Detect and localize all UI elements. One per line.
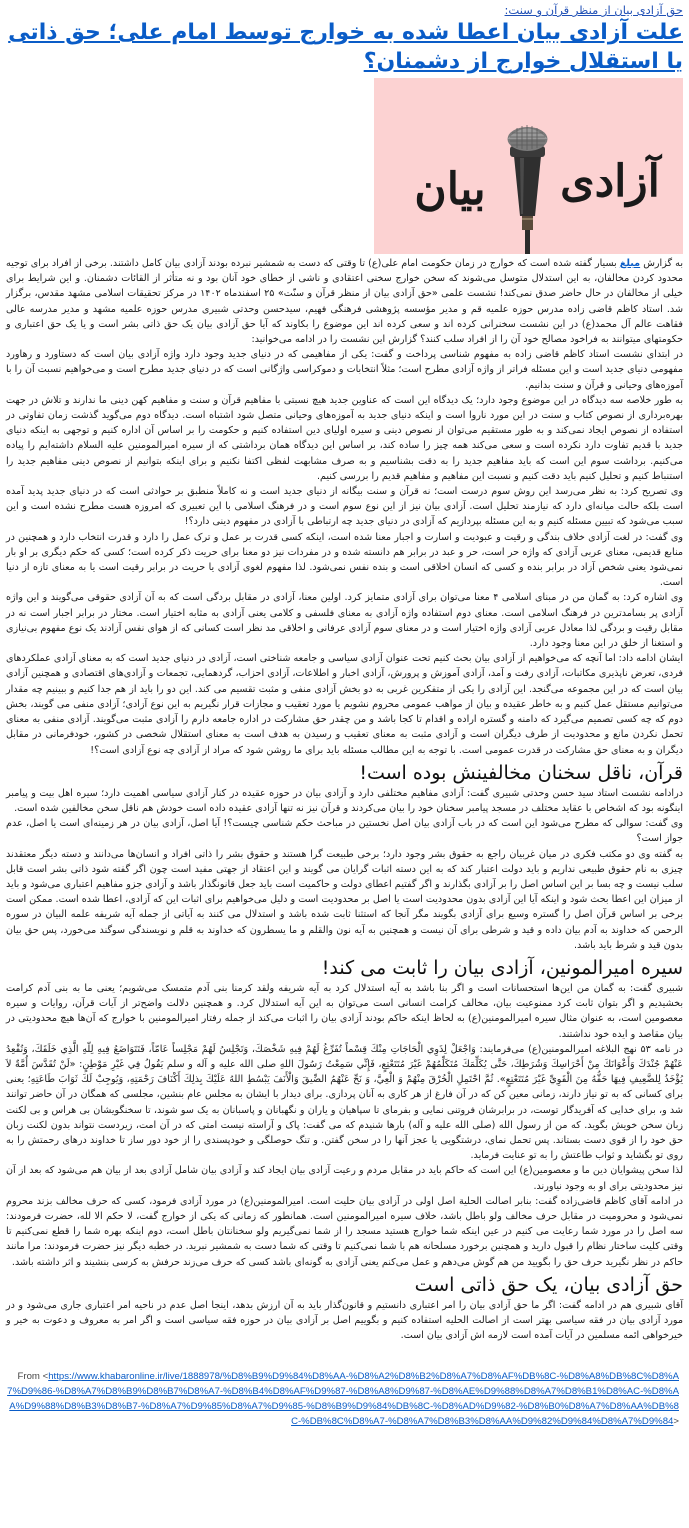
body-paragraph: شبیری گفت: به گمان من این‌ها استحسانات است و اگر بنا باشد به آیه استدلال کرد به آیه شریفه ولقد کرمنا بنی آدم متمسک می‌شویم؛ یعنی ما به بنی آدم کرامت بخشیدیم و اگر بتوان ثابت کرد ممنوعیت بیان، مخالف کرامت انسانی است می‌توان به این آیه استدلال کرد. و همچنین دلالت واضح‌تر از آیات قرآن، روایات و سیره معصومین است، به عنوان مثال سیره امیرالمومنین(ع) به لحاظ اینکه حاکم بودند آزادی بیان را اثبات می‌کند از جمله رفتار امیرالمومنین با خوارج که آن‌ها هیچ محدودیتی در بیان مقاصد و ایده خود نداشتند. [6,982,683,1040]
body-paragraph: وی اشاره کرد: به گمان من در مبنای اسلامی ۴ معنا می‌توان برای آزادی متمایز کرد. اولین معنا، آزادی در مقابل بردگی است که به آن آزادی حقوقی می‌گویند و این واژه آزادی پر بسامدترین در فرهنگ اسلامی است. معنای دوم استفاده واژه آزادی به معنای فلسفی و کلامی یعنی آزادی به مثابه اختیار است. مختار در برابر اجبار است نه در مقابل رقیت و بردگی لذا معادل عربی آزادی واژه اختیار است و در معنای سوم آزادی عرفانی و اخلاقی مد نظر است کسانی که از هوای نفس آزادند یک نوع مفهوم بی‌نیازی و استغنا از خلق در این معنا وجود دارد. [6,592,683,650]
body-paragraph: در ادامه آقای کاظم قاضی‌زاده گفت: بنابر اصالت الحلیة اصل اولی در آزادی بیان حلیت است. امیرالمومنین(ع) در مورد آزادی فرمود، کسی که حرف مخالف بزند محروم نمی‌شود و محرومیت در مقابل حرف مخالف ولو باطل باشد، خلاف سیره امیرالمومنین است. همانطور که زمانی که یکی از خوارج گفت، لا حکم الا لله، حضرت فرمودند: سه اصل را در مورد شما رعایت می کنیم در عین اینکه شما خوارج هستید مسجد را از شما نمی‌گیریم ولو سخنانتان باطل است، دوم اینکه بهره شما را قطع نمی‌کنیم تا وقتی کلیت ساختار نظام را قبول دارید و همچنین برخورد مسلحانه هم با شما نمی‌کنیم تا وقتی که شما دست به شمشیر نبرید. در خطبه دیگر نیز حضرت فرمودند: مرا مانند حاکم در نظر نگیرید حرف حق را بگویید من هم گوش می‌دهم و عمل می‌کنم یعنی آزادی به گونه‌ای باشد کسی که حرف می‌زند حرفش به کرسی بنشیند و اثر داشته باشد. [6,1195,683,1268]
body-paragraph: به گفته وی دو مکتب فکری در میان غربیان راجع به حقوق بشر وجود دارد؛ برخی طبیعت گرا هستند و حقوق بشر را ذاتی افراد و انسان‌ها می‌دانند و دسته دیگر معتقدند چیزی به نام حقوق طبیعی نداریم و باید دولت اعتبار کند که به این دسته اثبات گرایان می گویند و این اعتقاد از جهتی مفید است چون اگر گفته شود ذاتی بشر است قابل سلب نیست و چه بسا بر این اساس اصل را بر آزادی بگذارند و اگر گفتیم اعطای دولت و حاکمیت است باید جعل قانونگذار باشد و آزادی جزو مفاهیم اعتباری می‌شود و باید از میزان این اعطا بحث شود و اینکه آیا این آزادی بدون محدودیت است یا اصل بر محدودیت است و دلیل می‌خواهیم برای اثبات این که آزادی، اعطا شده است. ممکن است برخی بر اساس قرآن اصل را گستره وسیع برای آزادی بگویند مگر آنجا که استثنا ثابت شده باشد و استدلال می کنند به آیاتی از جمله آیه شریفه علمه البیان در سوره الرحمن که خداوند به آدم بیان داده و قید و شرطی برای آن نیست و همچنین به آیه نون والقلم و ما یسطرون که خداوند به قلم و نویسندگی سوگند می‌خورد، پس حق بیان بدون قید و شرط باید باشد. [6,848,683,951]
body-paragraph: آقای شبیری هم در ادامه گفت: اگر ما حق آزادی بیان را امر اعتباری دانستیم و قانون‌گذار باید به آن ارزش بدهد، اینجا اصل عدم در ناحیه امر اعتباری جاری می‌شود و در مورد آزادی بیان در فقه سیاسی بهتر است از اصالت الحلیه استفاده کنیم و بگوییم اصل بر آزادی بیان در حوزه فقه سیاسی است و اگر امر به معروف و دعوت به خیر و خیرخواهی ائمه مسلمین در آیات آمده است لازمه اش آزادی بیان است. [6,1299,683,1342]
hero-calligraphy-bayan: بیان [414,164,486,215]
section-heading: سیره امیرالمونین، آزادی بیان را ثابت می کند! [321,956,683,979]
hero-image [374,78,683,254]
hero-calligraphy-azadi: آزادی [560,156,660,207]
body-paragraph: لذا سخن پیشوایان دین ما و معصومین(ع) این است که حاکم باید در مقابل مردم و رعیت آزادی بیان ایجاد کند و آزادی بیان شامل آزادی بعد از بیان هم می‌شود که بعد از آن نیز محدودیتی برای او به وجود نیاورند. [6,1165,683,1192]
article-kicker-link[interactable]: حق آزادی بیان از منظر قرآن و سنت: [504,3,683,17]
lead-paragraph [6,256,683,347]
article-body [6,256,683,1343]
lead-text: بسیار گفته شده است که خوارج در زمان حکومت امام علی(ع) تا وقتی که دست به شمشیر نبرده بودند آزادی بیان کامل داشتند. برخی از افراد برای توجیه محدود کردن مخالفان، به این استدلال متوسل می‌شوند که سخن خوارج سخنی اعتقادی و ناشی از خطای خود آنان بود و نه متأثر از القائات دشمنان. و این شرایط برای خیلی از مخالفان در حال حاضر صدق نمی‌کند! نشست علمی «حق آزادی بیان از منظر قرآن و سنّت» ۲۵ اسفندماه ۱۴۰۲ در مرکز تحقیقات اسلامی مشهد مقدس، برگزار شد. استاد کاظم قاضی زاده مدرس حوزه علمیه قم و مدیر مؤسسه پژوهشی فرهنگی فهیم، سیدحسن وحدتی شبیری مدرس حوزه علمیه مشهد و مدیر مدرسه عالی فقاهت عالم آل محمد(ع) در این نشست سخنرانی کرده اند و سعی کرده اند این موضوع را بکاوند که آیا حق آزادی بیان یک حق ذاتی بشر است و یا یک حق اعتباری و حکومتهای میتوانند به فراخود مصالح خود آن را از افراد سلب کنند؟ گزارش این نشست را در ادامه می‌خوانید: [6,258,683,346]
source-suffix: > [673,1416,679,1428]
body-paragraph: ایشان ادامه داد: اما آنچه که می‌خواهیم از آزادی بیان بحث کنیم تحت عنوان آزادی سیاسی و جامعه شناختی است، آزادی در دنیای جدید است که به معنای آزادی عملکردهای فردی، تعرض ناپذیری مکاتبات، آزادی رفت و آمد، آزادی آموزش و پرورش، آزادی اخبار و اطلاعات، آزادی احزاب، گردهمایی، تجمعات و آزادی‌های اقتصادی و همچنین آزادی بیان است که در این مجموعه می‌گنجد. این آزادی را یکی از متفکرین غربی به دو بخش آزادی منفی و مثبت تقسیم می کند. این دو را باید از هم جدا کنیم و ببینیم چه مقدار می‌توانیم مستقل عمل کنیم و به خاطر عقیده و بیان از مواهب عمومی محروم نشویم یا مورد تعقیب و مجازات قرار نگیریم به این نوع آزادی؛ آزادی منفی می گویند، بخش دوم که چه کسی تصمیم می‌گیرد که دامنه و گستره اراده و اقدام تا کجا باشد و من چقدر حق مشارکت در اداره جامعه دارم را آزادی مثبت می‌گویند. آزادی منفی به معنای تحمل نکردن مانع و محدودیت از طرف دیگران است و آزادی مثبت به معنای تعقیب و رسیدن به هدف است به معنای استقلال شخصی در کشور، خودفرمانی در مقابل دیگران و به معنای حق مشارکت در قدرت عمومی است. با توجه به این مطالب مسئله باید برای ما روشن شود که مراد از آزادی چه نوع آزادی است؟! [6,653,683,756]
body-paragraph: به طور خلاصه سه دیدگاه در این موضوع وجود دارد؛ یک دیدگاه این است که عناوین جدید هیچ نسبتی با مفاهیم قرآن و سنت و مفاهیم کهن دینی ما ندارند و تلاش در جهت بهره‌برداری از نصوص کتاب و سنت در این مورد ناروا است و اینکه دنیای جدید به آموزه‌های وحیانی متصل شود اشتباه است. دیدگاه دوم می‌گوید گذشت زمان تفاوتی در استفاده از نصوص ایجاد نمی‌کند و به طور مستقیم می‌توان از نصوص دینی و سیره اولیای دین استفاده کنیم و حکومت را بر اساس آن اداره کنیم و توجهی به اینکه دنیای جدید با قدیم تفاوت دارد نکرده است و سعی می‌کند همه چیز را ساده کند، بر اساس این دیدگاه همان برداشتی که از سیره امیرالمومنین علیه السلام داشته‌ایم را پیاده می‌کنیم. برداشت سوم این است که باید مفاهیم جدید را به دقت بشناسیم و به صرف مشابهت لفظی اکتفا نکنیم و برای اینکه بتوانیم از نصوص دینی مفاهیم جدید را استنباط کنیم و تحلیل کنیم باید دقت کنیم و نسبت این مفاهیم و مفاهیم قدیم را بررسی کنیم. [6,394,683,482]
hero-image-container [6,78,683,254]
section-heading: قرآن، ناقل سخنان مخالفینش بوده است! [359,761,683,784]
source-attribution [6,1369,679,1429]
body-paragraph: درادامه نشست استاد سید حسن وحدتی شبیری گفت: آزادی مفاهیم مختلفی دارد و آزادی بیان در حوزه عقیده در کنار آزادی سیاسی اهمیت دارد؛ سیره اهل بیت و پیامبر اینگونه بود که اشخاص با عقاید مختلف در مسجد پیامبر سخنان خود را بیان می‌کردند و قرآن نیز نه تنها آزادی عقیده داده است خودش هم ناقل سخن مخالفین شده است. [6,787,683,814]
lead-prefix: به گزارش [640,258,683,269]
source-url-link[interactable]: https://www.khabaronline.ir/live/1888978/%D8%B9%D9%84%D8%AA-%D8%A2%D8%B2%D8%A7%D8%AF%DB%8C-%D8%A8%DB%8C%D8%A7%D9%86-%D8%A7%D8%B9%D8%B7%D8%A7-%D8%B4%D8%AF%D9%87-%D8%A8%D9%87-%D8%AE%D9%88%D8%A7%D8%B1%D8%AC-%D8%AA%D9%88%D8%B3%D8%B7-%D8%A7%D9%85%D8%A7%D9%85-%D8%B9%D9%84%DB%8C-%D8%AD%D9%82-%D8%B0%D8%A7%D8%AA%DB%8C-%DB%8C%D8%A7-%D8%A7%D8%B3%D8%AA%D9%82%D9%84%D8%A7%D9%84 [7,1371,679,1428]
article-title-link[interactable]: علت آزادی بیان اعطا شده به خوارج توسط امام علی؛ حق ذاتی یا استقلال خوارج از دشمنان؟ [8,20,683,74]
body-paragraph: وی گفت: در لغت آزادی خلاف بندگی و رقیت و عبودیت و اسارت و اجبار معنا شده است، اینکه کسی قدرت بر عمل و ترک عمل را دارد و قدرت انتخاب دارد و همچنین در منابع قدیمی، معنای عربی آزادی که واژه حر است، حر و عبد در برابر هم دانسته شده و در مفردات نیز دو معنا برای حریت ذکر کرده است؛ کسی که حکم دیگری بر او بار نمی‌شود یعنی شخص آزاد در برابر بنده و کسی که انسان اخلاقی است و بنده نفس نمی‌شود. لذا مفهوم لغوی آزادی یا حریت در برابر رقیت است یا به معنای تازه از دنیا است. [6,531,683,589]
source-agency-link[interactable]: مبلغ [619,258,641,269]
body-paragraph: در ابتدای نشست استاد کاظم قاضی زاده به مفهوم شناسی پرداخت و گفت: یکی از مفاهیمی که در دنیای جدید وجود دارد واژه آزادی بیان است که دستاورد و رهاورد مفهومی دنیای جدید است و این مسئله فراتر از واژه آزادی مطرح است؛ مثلاً انتخابات و دموکراسی واژگانی است که در دنیای جدید مطرح است و می‌خواهیم نسبت آن را با آموزه‌های وحیانی و قرآن و سنت بدانیم. [6,349,683,391]
body-paragraph: وی تصریح کرد: به نظر می‌رسد این روش سوم درست است؛ نه قرآن و سنت بیگانه از دنیای جدید است و نه کاملاً منطبق بر حوادثی است که در دنیای جدید پدید آمده است بلکه حالت میانه‌ای دارد که نیازمند تحلیل است. آزادی بیان نیز از این نوع سوم است و در فرهنگ اسلامی با این تعبیری که امروزه هست مطرح نشده است و این سبب می‌شود که تبیین مسئله کنیم و به این مسئله بپردازیم که آزادی در دنیای جدید چه ارتباطی با آزادی در مفهوم دینی دارد؟! [6,486,683,528]
body-paragraph: وی گفت: سوالی که مطرح می‌شود این است که در باب آزادی بیان اصل نخستین در مباحث حکم شناسی چیست؟! آیا اصل، آزادی بیان در هر زمینه‌ای است یا اصل، عدم جواز است؟ [6,818,683,845]
microphone-icon [374,78,683,254]
body-paragraph: در نامه ۵۳ نهج البلاغه امیرالمومنین(ع) می‌فرمایند: وَاجْعَلْ لِذَوِي الْحَاجَاتِ مِنْكَ قِسْماً تُفَرِّغُ لَهُمْ فِيهِ شَخْصَكَ، وَتَجْلِسُ لَهُمْ مَجْلِساً عَامّاً، فَتَتَوَاضَعُ فِيهِ لِلّهِ الَّذِي خَلَقَكَ، وَتُقْعِدُ عَنْهُمْ جُنْدَكَ وَأَعْوَانَكَ مِنْ أَحْرَاسِكَ وَشُرَطِكَ، حَتَّى يُكَلِّمَكَ مُتَكَلِّمُهُمْ غَيْرَ مُتَتَعْتِعٍ، فَإِنِّي سَمِعْتُ رَسُولَ اللهِ صلی الله علیه و آله و سلم يَقُولُ فِي غَيْرِ مَوْطِنٍ: «لَنْ تُقَدَّسَ أُمَّةٌ لاَ يُؤْخَذُ لِلضَّعِيفِ فِيهَا حَقُّهُ مِنَ الْقَوِيِّ غَيْرَ مُتَتَعْتِعٍ». ثُمَّ احْتَمِلِ الْخُرْقَ مِنْهُمْ وَ الْعِيَّ، وَ نَحِّ عَنْهُمُ الضِّيقَ وَالْأَنَفَ يَبْسُطِ اللهُ عَلَيْكَ بِذلِكَ أَكْنَافَ رَحْمَتِهِ، وَيُوجِبْ لَكَ ثَوَابَ طَاعَتِهِ؛ یعنی برای کسانی که به تو نیاز دارند، زمانی معین کن که در آن فارغ از هر کاری به آنان پردازی. برای دیدار با ایشان به مجلس عام بنشین، مجلسی که همگان در آن حاضر توانند شد و، برای خدایی که آفریدگار توست، در برابرشان فروتنی نمایی و بفرمای تا سپاهیان و یاران و نگهبانان و پاسبانان به یک سو شوند، تا سخنگویشان بی هراس و بی لکنت زبان سخن خویش بگوید. که من از رسول الله (صلی الله علیه و آله) بارها شنیدم که می گفت: پاک و آراسته نیست امتی که در آن امت، زیردست نتواند بدون لکنت زبان حق خود را از قوی دست بستاند. پس تحمل نمای، درشتگویی یا عجز آنها را در سخن گفتن. و تنگ حوصلگی و خودپسندی را از خود دور ساز تا خداوند درهای رحمتش را به روی تو بگشاید و ثواب طاعتش را به تو عنایت فرماید. [6,1043,684,1162]
source-prefix: From < [17,1371,49,1383]
section-heading: حق آزادی بیان، یک حق ذاتی است [414,1273,683,1296]
